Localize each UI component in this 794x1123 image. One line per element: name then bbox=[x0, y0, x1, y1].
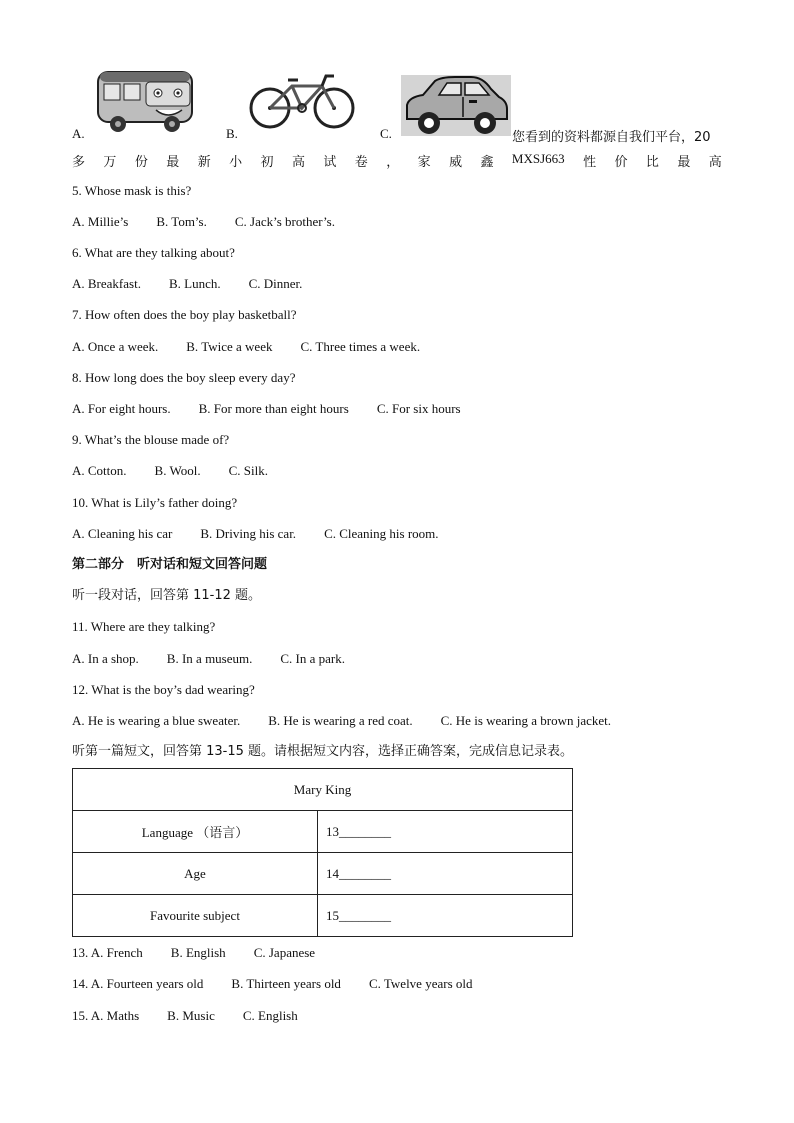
option[interactable]: B. Music bbox=[167, 1008, 215, 1023]
option[interactable]: B. Tom’s. bbox=[156, 214, 207, 229]
table-row bbox=[73, 811, 573, 853]
option[interactable]: A. Once a week. bbox=[72, 339, 159, 354]
bus-picture bbox=[94, 66, 198, 136]
option[interactable]: B. In a museum. bbox=[166, 651, 253, 666]
info-record-table bbox=[72, 768, 573, 937]
car-picture bbox=[401, 75, 511, 136]
option-a-label: A. bbox=[72, 126, 85, 141]
question-13-options bbox=[72, 945, 343, 961]
banner-char: 多 bbox=[72, 155, 86, 170]
option[interactable]: B. Wool. bbox=[154, 463, 201, 478]
table-row bbox=[73, 895, 573, 937]
option[interactable]: C. Japanese bbox=[253, 945, 316, 960]
banner-line-1: 您看到的资料都源自我们平台，20 bbox=[512, 130, 711, 145]
banner-char: 份 bbox=[134, 155, 148, 170]
banner-char: 最 bbox=[677, 155, 691, 170]
instruction-11-12: 听一段对话，回答第 11-12 题。 bbox=[72, 588, 262, 603]
option[interactable]: 13. A. French bbox=[72, 945, 143, 960]
question-14-options bbox=[72, 976, 501, 992]
question-5-options bbox=[72, 214, 363, 230]
instruction-13-15: 听第一篇短文，回答第 13-15 题。请根据短文内容，选择正确答案，完成信息记录表。 bbox=[72, 744, 574, 759]
question-10-options bbox=[72, 526, 467, 542]
banner-char: 价 bbox=[614, 155, 628, 170]
banner-char: 高 bbox=[291, 155, 305, 170]
banner-char: 试 bbox=[323, 155, 337, 170]
question-15-options bbox=[72, 1008, 326, 1024]
option[interactable]: A. For eight hours. bbox=[72, 401, 171, 416]
option[interactable]: C. Silk. bbox=[228, 463, 268, 478]
answer-blank[interactable]: 14________ bbox=[318, 853, 573, 895]
bicycle-picture bbox=[248, 70, 356, 132]
option[interactable]: A. He is wearing a blue sweater. bbox=[72, 713, 241, 728]
question-8: 8. How long does the boy sleep every day? bbox=[72, 370, 296, 385]
option-b-label: B. bbox=[226, 126, 238, 141]
question-11-options bbox=[72, 651, 373, 667]
option[interactable]: C. Jack’s brother’s. bbox=[234, 214, 335, 229]
question-12-options bbox=[72, 713, 639, 729]
option[interactable]: A. Breakfast. bbox=[72, 276, 141, 291]
banner-char: 最 bbox=[166, 155, 180, 170]
option[interactable]: C. English bbox=[242, 1008, 298, 1023]
banner-char: 威 bbox=[449, 155, 463, 170]
option[interactable]: C. In a park. bbox=[280, 651, 345, 666]
question-7: 7. How often does the boy play basketball? bbox=[72, 307, 297, 322]
option[interactable]: C. He is wearing a brown jacket. bbox=[440, 713, 612, 728]
option[interactable]: B. English bbox=[170, 945, 226, 960]
question-7-options bbox=[72, 339, 448, 355]
question-8-options bbox=[72, 401, 489, 417]
banner-code: MXSJ663 bbox=[511, 151, 565, 166]
table-title: Mary King bbox=[73, 769, 573, 811]
question-5: 5. Whose mask is this? bbox=[72, 183, 192, 198]
banner-char: 万 bbox=[103, 155, 117, 170]
option[interactable]: B. Driving his car. bbox=[200, 526, 297, 541]
banner-char: 小 bbox=[229, 155, 243, 170]
question-9-options bbox=[72, 463, 296, 479]
banner-char: 家 bbox=[417, 155, 431, 170]
banner-char: ， bbox=[386, 155, 400, 170]
question-9: 9. What’s the blouse made of? bbox=[72, 432, 230, 447]
option-c-label: C. bbox=[380, 126, 392, 141]
option[interactable]: C. Dinner. bbox=[248, 276, 303, 291]
option[interactable]: C. Twelve years old bbox=[368, 976, 473, 991]
question-11: 11. Where are they talking? bbox=[72, 619, 216, 634]
row-label: Age bbox=[73, 853, 318, 895]
part-2-heading: 第二部分 听对话和短文回答问题 bbox=[72, 557, 268, 572]
option[interactable]: B. He is wearing a red coat. bbox=[268, 713, 413, 728]
question-10: 10. What is Lily’s father doing? bbox=[72, 495, 238, 510]
option[interactable]: A. Cleaning his car bbox=[72, 526, 173, 541]
question-6: 6. What are they talking about? bbox=[72, 245, 235, 260]
option[interactable]: C. For six hours bbox=[376, 401, 461, 416]
option[interactable]: C. Cleaning his room. bbox=[324, 526, 439, 541]
table-row bbox=[73, 853, 573, 895]
row-label: Language （语言） bbox=[73, 811, 318, 853]
option[interactable]: 15. A. Maths bbox=[72, 1008, 140, 1023]
banner-char: 初 bbox=[260, 155, 274, 170]
option[interactable]: A. Cotton. bbox=[72, 463, 127, 478]
banner-char: 比 bbox=[645, 155, 659, 170]
option[interactable]: B. For more than eight hours bbox=[198, 401, 349, 416]
option[interactable]: B. Thirteen years old bbox=[231, 976, 341, 991]
banner-char: 卷 bbox=[354, 155, 368, 170]
banner-char: 新 bbox=[197, 155, 211, 170]
row-label: Favourite subject bbox=[73, 895, 318, 937]
banner-char: 高 bbox=[708, 155, 722, 170]
option[interactable]: B. Twice a week bbox=[186, 339, 273, 354]
question-6-options bbox=[72, 276, 330, 292]
option[interactable]: A. In a shop. bbox=[72, 651, 139, 666]
option[interactable]: A. Millie’s bbox=[72, 214, 129, 229]
banner-line-2 bbox=[72, 151, 722, 170]
option[interactable]: B. Lunch. bbox=[168, 276, 221, 291]
banner-char: 性 bbox=[583, 155, 597, 170]
answer-blank[interactable]: 13________ bbox=[318, 811, 573, 853]
banner-char: 鑫 bbox=[480, 155, 494, 170]
answer-blank[interactable]: 15________ bbox=[318, 895, 573, 937]
question-12: 12. What is the boy’s dad wearing? bbox=[72, 682, 255, 697]
option[interactable]: 14. A. Fourteen years old bbox=[72, 976, 204, 991]
option[interactable]: C. Three times a week. bbox=[300, 339, 421, 354]
